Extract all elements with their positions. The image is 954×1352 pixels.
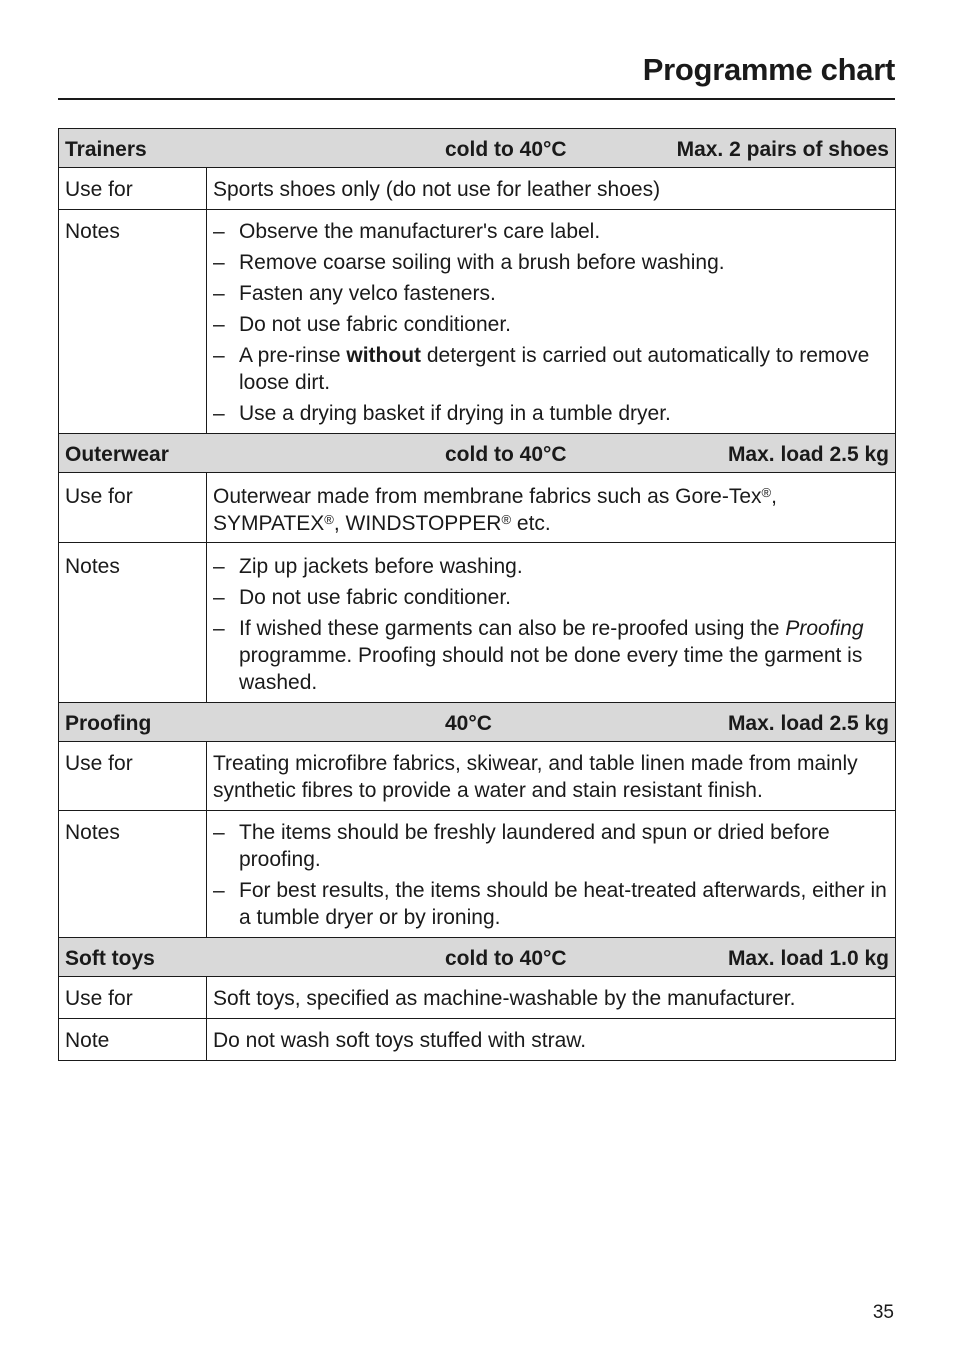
programme-temperature: cold to 40°C bbox=[445, 138, 567, 161]
note-item: – Zip up jackets before washing. bbox=[213, 555, 523, 578]
programme-name-italic: Proofing bbox=[785, 617, 864, 640]
programme-name: Proofing bbox=[65, 712, 152, 735]
programme-header-outerwear bbox=[59, 434, 896, 473]
notes-row bbox=[59, 543, 896, 703]
notes-list bbox=[213, 218, 889, 427]
registered-mark: ® bbox=[761, 485, 772, 500]
row-label: Use for bbox=[59, 977, 207, 1019]
note-item: – Observe the manufacturer's care label. bbox=[213, 220, 601, 243]
note-item: – Remove coarse soiling with a brush before washing. bbox=[213, 251, 725, 274]
dash-bullet: – bbox=[213, 313, 225, 336]
dash-bullet: – bbox=[213, 251, 225, 274]
programme-temperature: 40°C bbox=[445, 712, 492, 735]
page-header bbox=[58, 50, 895, 100]
programme-name: Trainers bbox=[65, 138, 147, 161]
page-title: Programme chart bbox=[642, 52, 895, 87]
use-for-row bbox=[59, 742, 896, 811]
notes-row bbox=[59, 210, 896, 434]
use-for-row bbox=[59, 977, 896, 1019]
use-for-row bbox=[59, 473, 896, 543]
programme-name: Soft toys bbox=[65, 947, 155, 970]
row-label: Use for bbox=[59, 168, 207, 210]
programme-temperature: cold to 40°C bbox=[445, 443, 567, 466]
note-item: – A pre-rinse without detergent is carried out automatically to remove loose dirt. bbox=[213, 344, 870, 394]
note-item: – For best results, the items should be heat-treated afterwards, either in a tumble dryer or by ironing. bbox=[213, 879, 887, 929]
row-label: Notes bbox=[59, 210, 207, 434]
note-row bbox=[59, 1019, 896, 1061]
programme-header-proofing bbox=[59, 703, 896, 742]
use-for-text: Soft toys, specified as machine-washable by the manufacturer. bbox=[207, 977, 896, 1019]
note-item: – Do not use fabric conditioner. bbox=[213, 586, 511, 609]
programme-max-load: Max. load 2.5 kg bbox=[727, 443, 889, 466]
page-number: 35 bbox=[872, 1302, 894, 1323]
programme-max-load: Max. load 2.5 kg bbox=[727, 712, 889, 735]
dash-bullet: – bbox=[213, 344, 225, 367]
row-label: Use for bbox=[59, 473, 207, 543]
registered-mark: ® bbox=[501, 512, 512, 527]
dash-bullet: – bbox=[213, 220, 225, 243]
notes-list bbox=[213, 553, 889, 696]
dash-bullet: – bbox=[213, 282, 225, 305]
programme-temperature: cold to 40°C bbox=[445, 947, 567, 970]
dash-bullet: – bbox=[213, 879, 225, 902]
note-item: – Fasten any velco fasteners. bbox=[213, 282, 496, 305]
note-item: – Use a drying basket if drying in a tumble dryer. bbox=[213, 402, 671, 425]
row-label: Notes bbox=[59, 543, 207, 703]
programme-name: Outerwear bbox=[65, 443, 169, 466]
dash-bullet: – bbox=[213, 586, 225, 609]
note-item: – The items should be freshly laundered and spun or dried before proofing. bbox=[213, 821, 830, 871]
programme-max-load: Max. 2 pairs of shoes bbox=[676, 138, 889, 161]
programme-header-trainers bbox=[59, 129, 896, 168]
note-item: – Do not use fabric conditioner. bbox=[213, 313, 511, 336]
row-label: Use for bbox=[59, 742, 207, 811]
programme-header-soft-toys bbox=[59, 938, 896, 977]
use-for-text: Treating microfibre fabrics, skiwear, and table linen made from mainly synthetic fibres to provide a water and stain resistant finish. bbox=[207, 742, 896, 811]
use-for-text: Sports shoes only (do not use for leather shoes) bbox=[207, 168, 896, 210]
row-label: Notes bbox=[59, 811, 207, 938]
use-for-row bbox=[59, 168, 896, 210]
programme-max-load: Max. load 1.0 kg bbox=[727, 947, 889, 970]
registered-mark: ® bbox=[324, 512, 334, 527]
notes-list bbox=[213, 819, 889, 931]
dash-bullet: – bbox=[213, 821, 225, 844]
dash-bullet: – bbox=[213, 402, 225, 425]
row-label: Note bbox=[59, 1019, 207, 1061]
note-item: – If wished these garments can also be re-proofed using the Proofing programme. Proofing should not be done every time the garment is washed. bbox=[213, 617, 864, 694]
programme-chart-table bbox=[58, 128, 896, 1061]
notes-row bbox=[59, 811, 896, 938]
use-for-text: Outerwear made from membrane fabrics such as Gore-Tex®, SYMPATEX®, WINDSTOPPER® etc. bbox=[207, 473, 896, 543]
emphasis-text: without bbox=[346, 344, 422, 367]
note-text: Do not wash soft toys stuffed with straw. bbox=[207, 1019, 896, 1061]
dash-bullet: – bbox=[213, 555, 225, 578]
dash-bullet: – bbox=[213, 617, 225, 640]
